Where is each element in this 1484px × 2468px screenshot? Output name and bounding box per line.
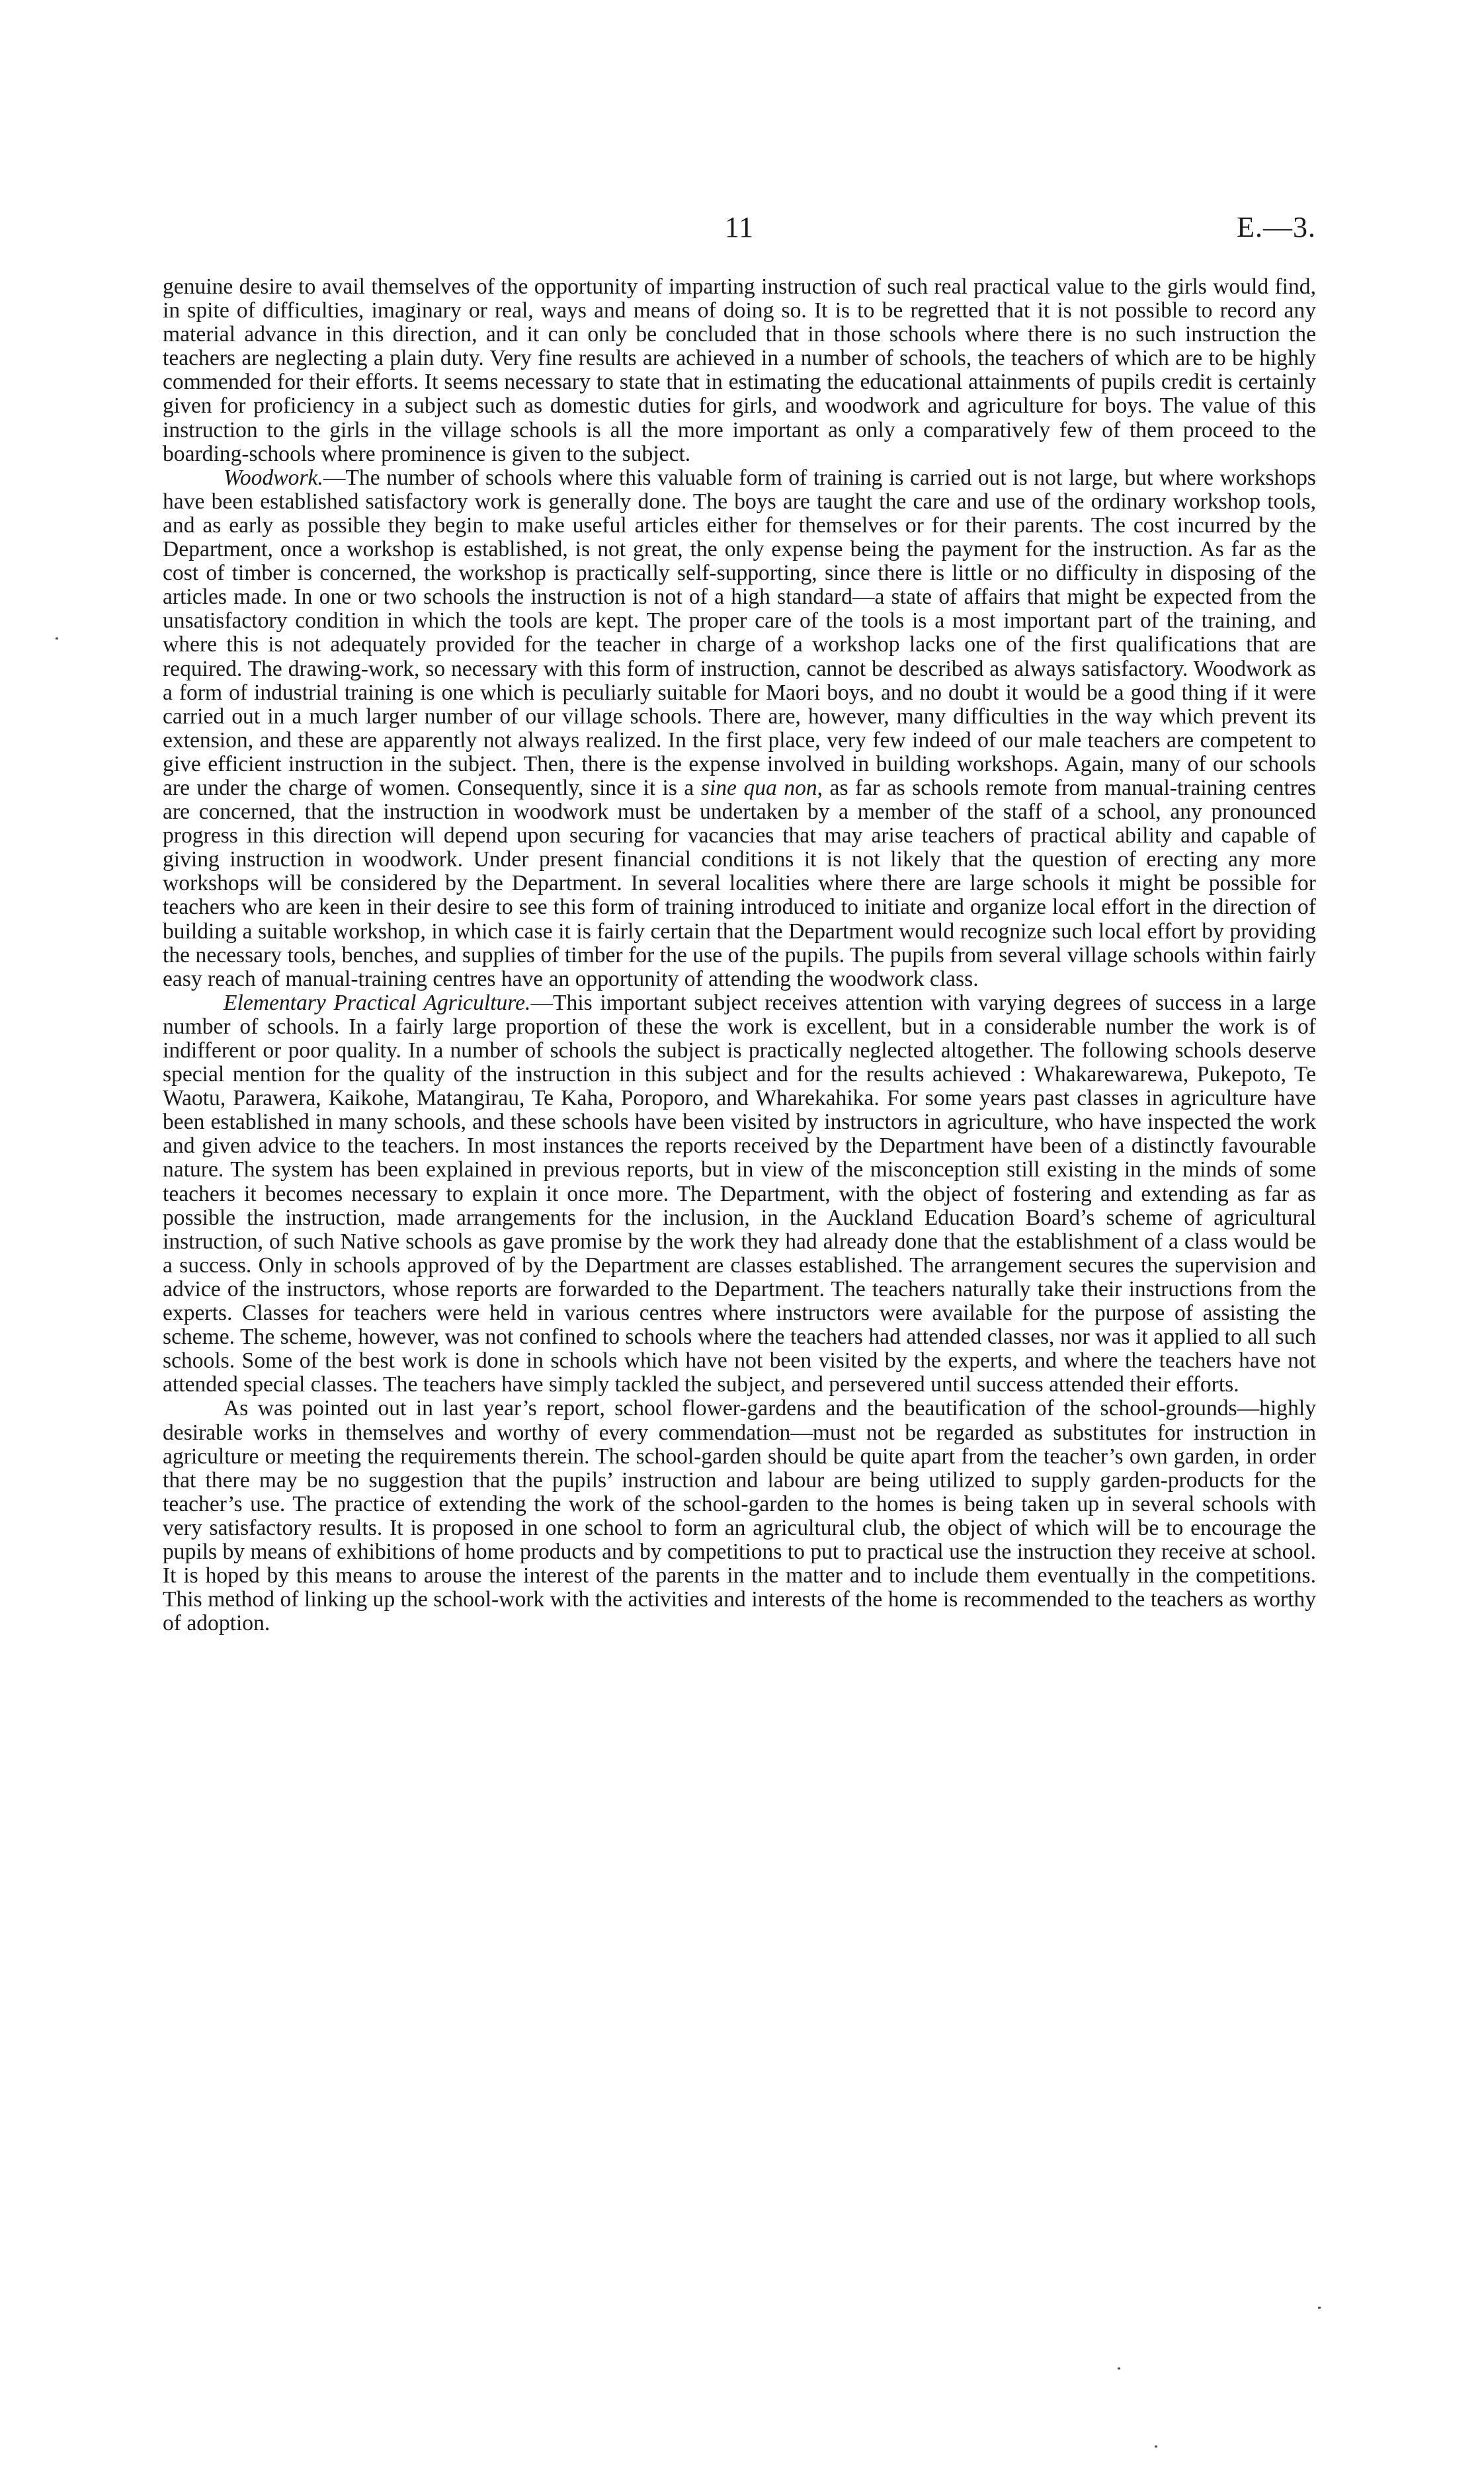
woodwork-heading: Woodwork. [224, 465, 323, 490]
scan-speck [1318, 2307, 1321, 2309]
paragraph-continuation: genuine desire to avail themselves of the opportunity of imparting instruction of such real practical value to the girls would find, in spite of difficulties, imaginary or real, ways and means of doing so. It is to be regretted that it is not possible to record any material advance in this direction, and it can only be concluded that in those schools where there is no such instruction the teachers are neglecting a plain duty. Very fine results are achieved in a number of schools, the teachers of which are to be highly commended for their efforts. It seems necessary to state that in estimating the educational attainments of pupils credit is certainly given for proficiency in a subject such as domestic duties for girls, and woodwork and agriculture for boys. The value of this instruction to the girls in the village schools is all the more important as only a comparatively few of them proceed to the boarding-schools where prominence is given to the subject. [163, 274, 1316, 466]
latin-phrase: sine qua non [700, 775, 817, 800]
scan-speck [1118, 2367, 1120, 2369]
agriculture-heading: Elementary Practical Agriculture. [224, 990, 531, 1015]
page-number: 11 [724, 211, 755, 243]
scan-speck [1155, 2446, 1157, 2447]
scan-speck [56, 638, 58, 639]
agriculture-text: —This important subject receives attention with varying degrees of success in a large number of schools. In a fairly large proportion of these the work is excellent, but in a considerable number the work is of indifferent or poor quality. In a number of schools the subject is practically neglected altogether. The following schools deserve special mention for the quality of the instruction in this subject and for the results achieved : Whakarewarewa, Pukepoto, Te Waotu, Parawera, Kaikohe, Matangirau, Te Kaha, Poroporo, and Wharekahika. For some years past classes in agriculture have been established in many schools, and these schools have been visited by instructors in agriculture, who have inspected the work and given advice to the teachers. In most instances the reports received by the Department have been of a distinctly favourable nature. The system has been explained in previous reports, but in view of the misconception still existing in the minds of some teachers it becomes necessary to explain it once more. The Department, with the object of fostering and extending as far as possible the instruction, made arrangements for the inclusion, in the Auckland Education Board’s scheme of agricultural instruction, of such Native schools as gave promise by the work they had already done that the establishment of a class would be a success. Only in schools approved of by the Department are classes established. The arrangement secures the supervision and advice of the instructors, whose reports are forwarded to the Department. The teachers naturally take their instructions from the experts. Classes for teachers were held in various centres where instructors were available for the purpose of assisting the scheme. The scheme, however, was not confined to schools where the teachers had attended classes, nor was it applied to all such schools. Some of the best work is done in schools which have not been visited by the experts, and where the teachers have not attended special classes. The teachers have simply tackled the subject, and persevered until success attended their efforts. [163, 990, 1316, 1397]
woodwork-text-part-2: , as far as schools remote from manual-training centres are concerned, that the instruction in woodwork must be undertaken by a member of the staff of a school, any pronounced progress in this direction will depend upon securing for vacancies that may arise teachers of practical ability and capable of giving instruction in woodwork. Under present financial conditions it is not likely that the question of erecting any more workshops will be considered by the Department. In several localities where there are large schools it might be possible for teachers who are keen in their desire to see this form of training introduced to initiate and organize local effort in the direction of building a suitable workshop, in which case it is fairly certain that the Department would recognize such local effort by providing the necessary tools, benches, and supplies of timber for the use of the pupils. The pupils from several village schools within fairly easy reach of manual-training centres have an opportunity of attending the woodwork class. [163, 775, 1316, 991]
page-header [163, 210, 1316, 250]
document-reference: E.—3. [1237, 211, 1316, 243]
paragraph-agriculture [163, 991, 1316, 1397]
body-text [163, 275, 1316, 1635]
paragraph-school-gardens: As was pointed out in last year’s report, school flower-gardens and the beautification of the school-grounds—highly desirable works in themselves and worthy of every commendation—must not be regarded as substitutes for instruction in agriculture or meeting the requirements therein. The school-garden should be quite apart from the teacher’s own garden, in order that there may be no suggestion that the pupils’ instruction and labour are being utilized to supply garden-products for the teacher’s use. The practice of extending the work of the school-garden to the homes is being taken up in several schools with very satisfactory results. It is proposed in one school to form an agricultural club, the object of which will be to encourage the pupils by means of exhibitions of home products and by competitions to put to practical use the instruction they receive at school. It is hoped by this means to arouse the interest of the parents in the matter and to include them eventually in the competitions. This method of linking up the school-work with the activities and interests of the home is recommended to the teachers as worthy of adoption. [163, 1396, 1316, 1636]
woodwork-text-part-1: —The number of schools where this valuable form of training is carried out is not large, but where workshops have been established satisfactory work is generally done. The boys are taught the care and use of the ordinary workshop tools, and as early as possible they begin to make useful articles either for themselves or for their parents. The cost incurred by the Department, once a workshop is established, is not great, the only expense being the payment for the instruction. As far as the cost of timber is concerned, the workshop is practically self-supporting, since there is little or no difficulty in disposing of the articles made. In one or two schools the instruction is not of a high standard—a state of affairs that might be expected from the unsatisfactory condition in which the tools are kept. The proper care of the tools is a most important part of the training, and where this is not adequately provided for the teacher in charge of a workshop lacks one of the first qualifications that are required. The drawing-work, so necessary with this form of instruction, cannot be described as always satisfactory. Woodwork as a form of industrial training is one which is peculiarly suitable for Maori boys, and no doubt it would be a good thing if it were carried out in a much larger number of our village schools. There are, however, many difficulties in the way which prevent its extension, and these are apparently not always realized. In the first place, very few indeed of our male teachers are competent to give efficient instruction in the subject. Then, there is the expense involved in building workshops. Again, many of our schools are under the charge of women. Consequently, since it is a [163, 465, 1316, 800]
paragraph-woodwork [163, 466, 1316, 991]
